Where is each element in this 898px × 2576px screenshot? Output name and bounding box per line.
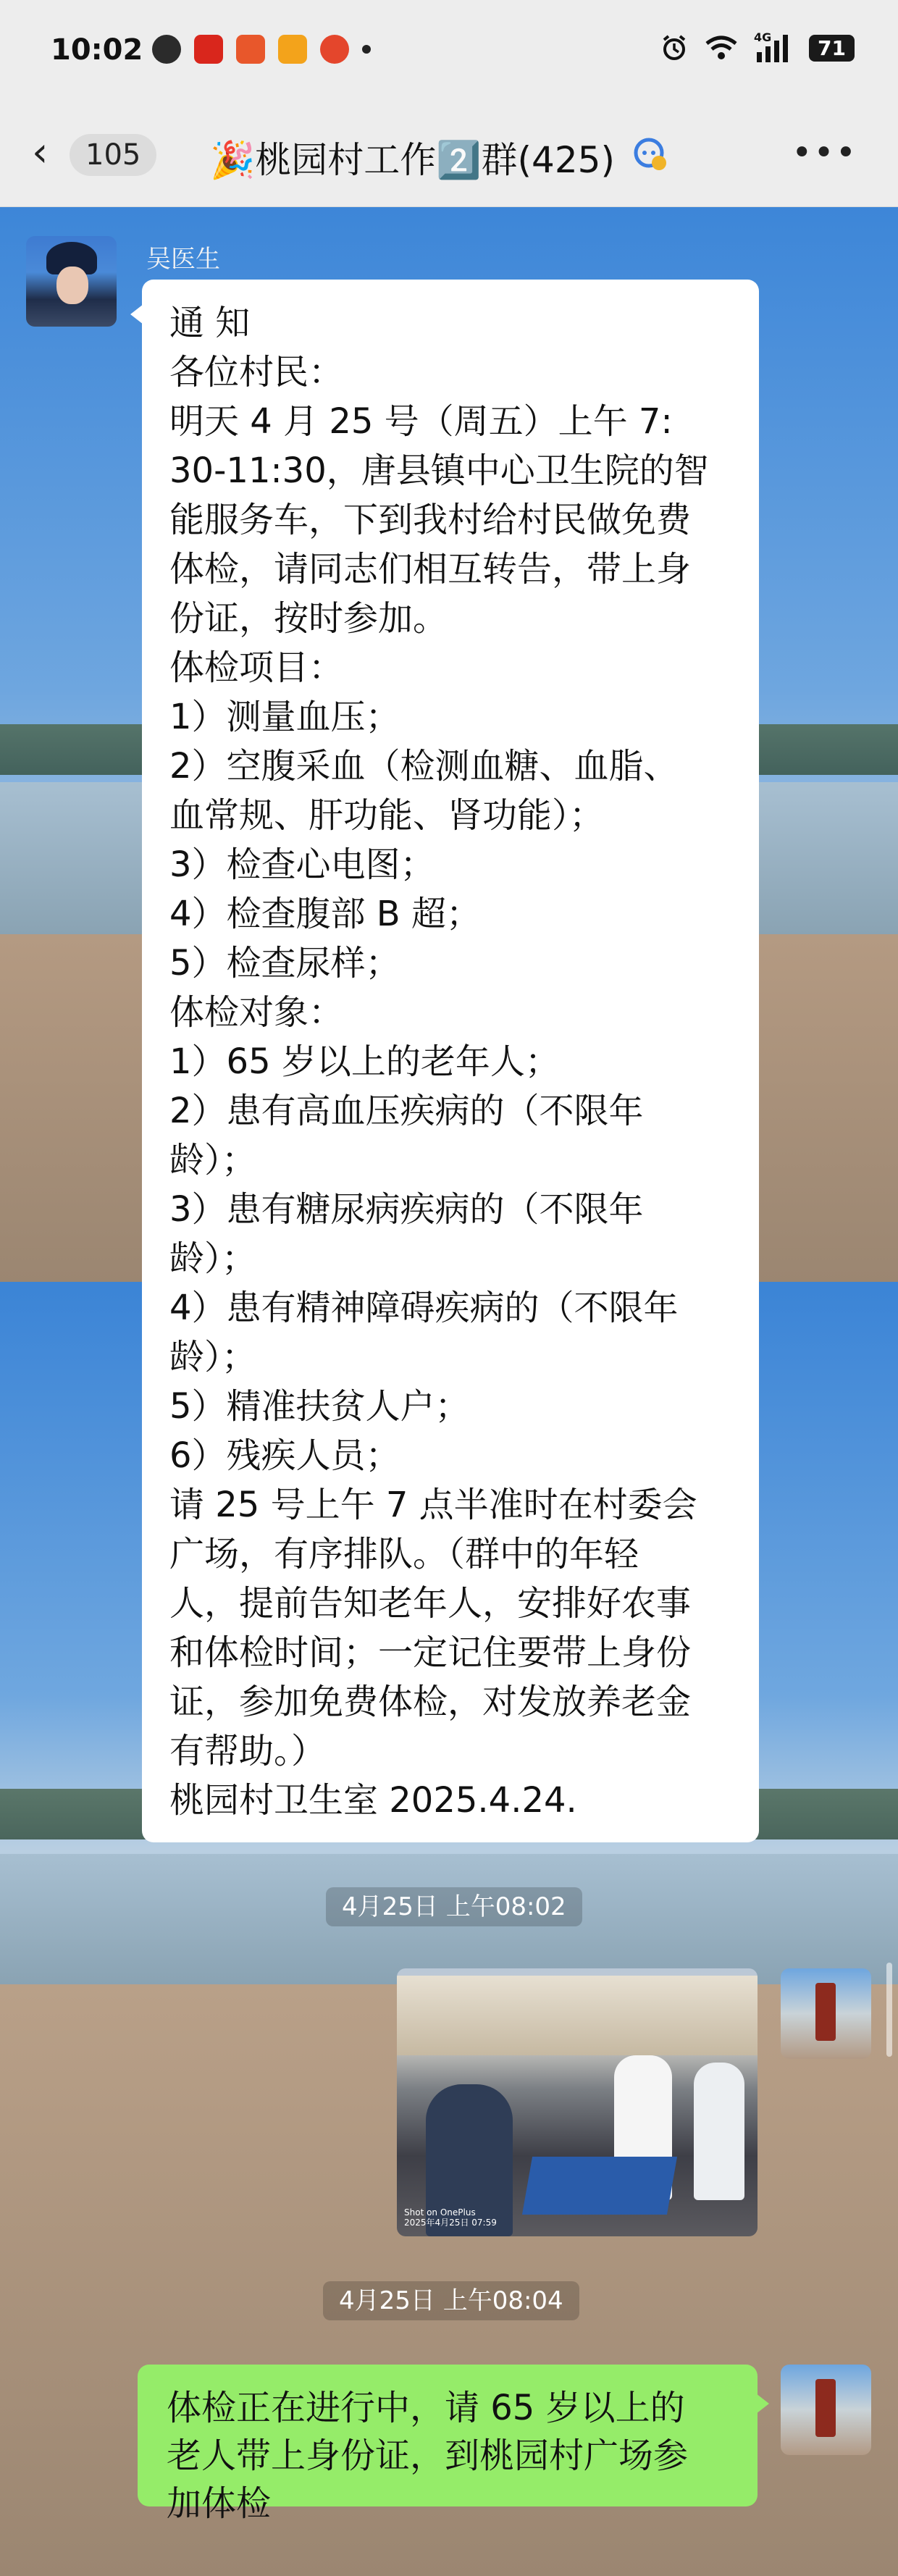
message-timestamp: 4月25日 上午08:02 — [326, 1887, 582, 1926]
message-line: 明天 4 月 25 号（周五）上午 7: — [169, 401, 673, 442]
app-orange-icon — [236, 35, 265, 64]
app-pot-icon — [320, 35, 349, 64]
message-line: 证，参加免费体检，对发放养老金 — [169, 1682, 692, 1722]
message-line: 桃园村卫生室 2025.4.24. — [169, 1780, 577, 1821]
scrollbar[interactable] — [886, 1963, 892, 2057]
message-line: 加体检 — [167, 2483, 272, 2524]
message-line: 体检对象： — [169, 992, 344, 1033]
network-type: 4G — [754, 30, 772, 44]
message-line: 龄）； — [169, 1238, 257, 1279]
message-line: 龄）； — [169, 1337, 257, 1377]
message-line: 3）患有糖尿病疾病的（不限年 — [169, 1189, 644, 1230]
reply-message-bubble[interactable] — [138, 2365, 758, 2524]
chat-header — [0, 105, 898, 207]
message-line: 体检，请同志们相互转告，带上身 — [169, 549, 692, 590]
my-avatar[interactable] — [781, 1968, 871, 2059]
message-line: 6）残疾人员； — [169, 1435, 400, 1476]
message-line: 体检项目： — [169, 647, 344, 688]
message-line: 通 知 — [169, 303, 251, 343]
notice-message-bubble[interactable] — [142, 280, 759, 1842]
message-line: 能服务车，下到我村给村民做免费 — [169, 500, 692, 540]
message-line: 1）测量血压； — [169, 697, 400, 737]
wechat-icon — [152, 35, 181, 64]
message-timestamp: 4月25日 上午08:04 — [323, 2281, 579, 2320]
battery-indicator: 71 — [809, 35, 855, 62]
notification-icons — [152, 35, 371, 64]
message-line: 1）65 岁以上的老年人； — [169, 1041, 560, 1082]
message-line: 2）患有高血压疾病的（不限年 — [169, 1091, 644, 1131]
message-line: 龄）； — [169, 1140, 257, 1180]
status-time: 10:02 — [51, 33, 143, 67]
alarm-icon — [660, 33, 689, 62]
message-line: 有帮助。） — [169, 1731, 327, 1771]
more-horizontal-icon[interactable]: ••• — [792, 133, 857, 173]
message-line: 血常规、肝功能、肾功能）； — [169, 795, 605, 836]
message-line: 和体检时间；一定记住要带上身份 — [169, 1632, 692, 1673]
message-line: 请 25 号上午 7 点半准时在村委会 — [169, 1485, 697, 1525]
message-line: 3）检查心电图； — [169, 844, 435, 885]
message-line: 份证，按时参加。 — [169, 598, 448, 639]
status-bar — [0, 0, 898, 105]
app-red-icon — [194, 35, 223, 64]
message-line: 体检正在进行中，请 65 岁以上的 — [167, 2388, 685, 2428]
sender-name: 吴医生 — [146, 245, 220, 274]
status-indicators — [660, 30, 855, 62]
message-line: 各位村民： — [169, 352, 344, 393]
message-line: 4）检查腹部 B 超； — [169, 894, 481, 934]
wifi-icon — [705, 35, 738, 61]
photo-message[interactable] — [397, 1968, 758, 2236]
cellular-signal-icon — [754, 30, 793, 62]
app-video-icon — [278, 35, 307, 64]
photo-watermark: Shot on OnePlus 2025年4月25日 07:59 — [404, 2207, 497, 2228]
message-line: 2）空腹采血（检测血糖、血脂、 — [169, 746, 679, 786]
chat-title: 🎉桃园村工作2️⃣群(425) — [210, 139, 615, 181]
message-line: 4）患有精神障碍疾病的（不限年 — [169, 1288, 679, 1328]
message-line: 5）精准扶贫人户； — [169, 1386, 470, 1427]
my-avatar[interactable] — [781, 2365, 871, 2455]
unread-count-badge[interactable]: 105 — [70, 134, 156, 176]
sender-avatar[interactable] — [26, 236, 117, 327]
message-line: 30-11:30，唐县镇中心卫生院的智 — [169, 450, 709, 491]
back-chevron-icon[interactable]: ‹ — [32, 129, 49, 176]
message-line: 老人带上身份证，到桃园村广场参 — [167, 2436, 689, 2476]
message-line: 5）检查尿样； — [169, 943, 400, 983]
message-line: 广场，有序排队。（群中的年轻 — [169, 1534, 639, 1574]
message-line: 人，提前告知老年人，安排好农事 — [169, 1583, 692, 1624]
more-notifications-dot — [362, 45, 371, 54]
group-badge-icon — [631, 135, 672, 176]
